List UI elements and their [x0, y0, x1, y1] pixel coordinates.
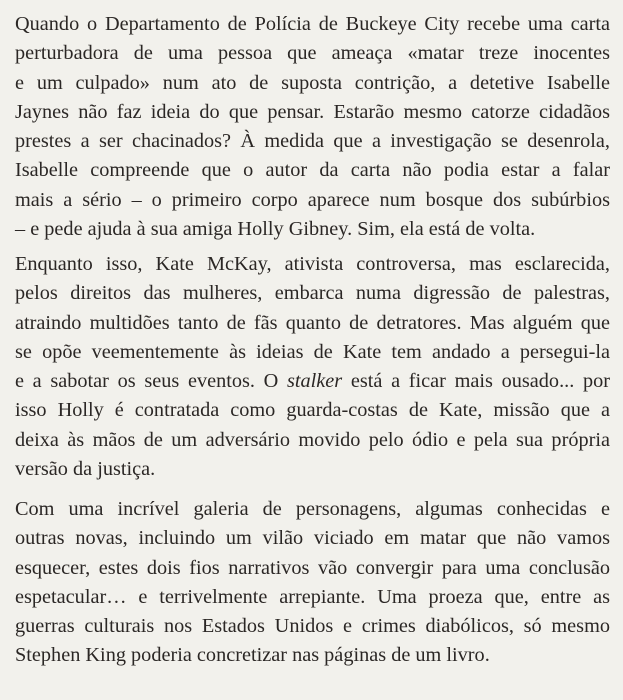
text-line: isso Holly é contratada como guarda-costas de Kate, missão que a	[15, 399, 610, 422]
text-line	[15, 367, 610, 396]
text-line: perturbadora de uma pessoa que ameaça «matar treze inocentes	[15, 42, 610, 65]
text-line: e um culpado» num ato de suposta contrição, a detetive Isabelle	[15, 71, 610, 94]
text-line: versão da justiça.	[15, 458, 156, 481]
text-line: Com uma incrível galeria de personagens, algumas conhecidas e	[15, 498, 610, 520]
text-line: Stephen King poderia concretizar nas páginas de um livro.	[15, 644, 490, 667]
text-segment: está a ficar mais ousado... por	[342, 370, 610, 393]
text-line: Isabelle compreende que o autor da carta não podia estar a falar	[15, 159, 610, 182]
text-line: – e pede ajuda à sua amiga Holly Gibney. Sim, ela está de volta.	[15, 218, 536, 241]
text-line: guerras culturais nos Estados Unidos e crimes diabólicos, só mesmo	[15, 615, 610, 638]
text-line: atraindo multidões tanto de fãs quanto de detratores. Mas alguém que	[15, 311, 610, 334]
text-line: Quando o Departamento de Polícia de Buckeye City recebe uma carta	[15, 13, 610, 35]
italic-word: stalker	[287, 370, 343, 393]
paragraph-1	[15, 10, 610, 244]
text-line: espetacular… e terrivelmente arrepiante. Uma proeza que, entre as	[15, 585, 610, 608]
text-line: se opõe veementemente às ideias de Kate tem andado a persegui-la	[15, 340, 610, 363]
text-line: Enquanto isso, Kate McKay, ativista controversa, mas esclarecida,	[15, 253, 610, 275]
text-line: esquecer, estes dois fios narrativos vão convergir para uma conclusão	[15, 556, 610, 579]
text-line: Jaynes não faz ideia do que pensar. Estarão mesmo catorze cidadãos	[15, 100, 610, 123]
text-line: prestes a ser chacinados? À medida que a investigação se desenrola,	[15, 130, 610, 153]
text-line: pelos direitos das mulheres, embarca numa digressão de palestras,	[15, 282, 610, 305]
text-line: mais a sério – o primeiro corpo aparece num bosque dos subúrbios	[15, 188, 610, 211]
paragraph-3	[15, 495, 610, 671]
text-segment: e a sabotar os seus eventos. O	[15, 370, 287, 393]
paragraph-2	[15, 250, 610, 484]
text-line: outras novas, incluindo um vilão viciado em matar que não vamos	[15, 527, 610, 550]
text-line: deixa às mãos de um adversário movido pelo ódio e pela sua própria	[15, 428, 610, 451]
